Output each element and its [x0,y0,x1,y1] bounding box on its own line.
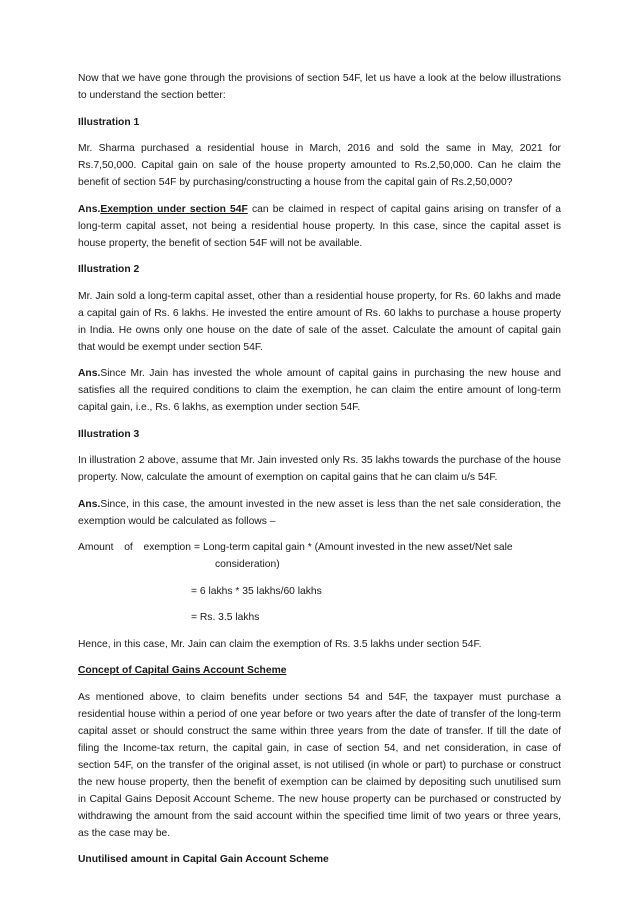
scheme-heading: Concept of Capital Gains Account Scheme [78,665,287,676]
exemption-calculation [78,539,561,573]
calc-formula-line2: consideration) [215,559,280,570]
answer-prefix: Ans. [78,368,101,379]
calc-formula [203,539,561,573]
illustration-2-heading: Illustration 2 [78,264,140,275]
calc-formula-line1: Long-term capital gain * (Amount invested in the new asset/Net sale [203,542,513,553]
calc-label: Amount of exemption [78,542,191,553]
intro-paragraph: Now that we have gone through the provisions of section 54F, let us have a look at the below illustrations to understand the section better: [78,73,561,101]
illustration-2-text: Mr. Jain sold a long-term capital asset, other than a residential house property, for Rs. 60 lakhs and made a capital gain of Rs. 6 lakhs. He invested the entire amount of Rs. 60 lakhs to purchase a house property in India. He owns only one house on the date of sale of the asset. Calculate the amount of capital gain that would be exempt under section 54F. [78,290,561,353]
answer-prefix: Ans. [78,498,101,510]
illustration-1-text: Mr. Sharma purchased a residential house in March, 2016 and sold the same in May, 2021 for Rs.7,50,000. Capital gain on sale of the house property amounted to Rs.2,50,000. Can he claim the benefit of section 54F by purchasing/constructing a house from the capital gain of Rs.2,50,000? [78,143,561,188]
calc-equals: = [193,542,200,553]
answer-text: Since, in this case, the amount invested in the new asset is less than the net sale consideration, the exemption would be calculated as follows – [78,498,561,527]
scheme-text: As mentioned above, to claim benefits under sections 54 and 54F, the taxpayer must purchase a residential house within a period of one year before or two years after the date of transfer of the long-term capital asset or should construct the same within three years from the date of transfer. If till the date of filing the Income-tax return, the capital gain, in case of section 54, and net consideration, in case of section 54F, on the transfer of the original asset, is not utilised (in whole or part) to purchase or construct the new house property, then the benefit of exemption can be claimed by depositing such unutilised sum in Capital Gains Deposit Account Scheme. The new house property can be purchased or constructed by withdrawing the amount from the said account within the specified time limit of two years or three years, as the case may be. [78,691,561,839]
unutilised-heading: Unutilised amount in Capital Gain Account Scheme [78,854,329,865]
illustration-3-heading: Illustration 3 [78,428,140,440]
calc-step-2: = 6 lakhs * 35 lakhs/60 lakhs [191,585,322,597]
illustration-1-answer [78,201,561,252]
answer-text: can be claimed in respect of capital gains arising on transfer of a long-term capital asset, not being a residential house property. In this case, since the capital asset is house property, the benefit of section 54F will not be available. [78,203,562,249]
illustration-1-heading: Illustration 1 [78,116,140,128]
illustration-2-answer [78,365,561,416]
illustration-3-conclusion: Hence, in this case, Mr. Jain can claim the exemption of Rs. 3.5 lakhs under section 54F. [78,638,482,650]
illustration-3-answer [78,496,561,530]
calc-step-3: = Rs. 3.5 lakhs [191,612,260,623]
answer-prefix: Ans. [78,203,101,215]
answer-text: Since Mr. Jain has invested the whole amount of capital gains in purchasing the new house and satisfies all the required conditions to claim the exemption, he can claim the entire amount of long-term capital gain, i.e., Rs. 6 lakhs, as exemption under section 54F. [78,368,561,413]
answer-title: Exemption under section 54F [100,203,248,215]
illustration-3-text: In illustration 2 above, assume that Mr. Jain invested only Rs. 35 lakhs towards the purchase of the house property. Now, calculate the amount of exemption on capital gains that he can claim u/s 54F. [78,455,561,483]
